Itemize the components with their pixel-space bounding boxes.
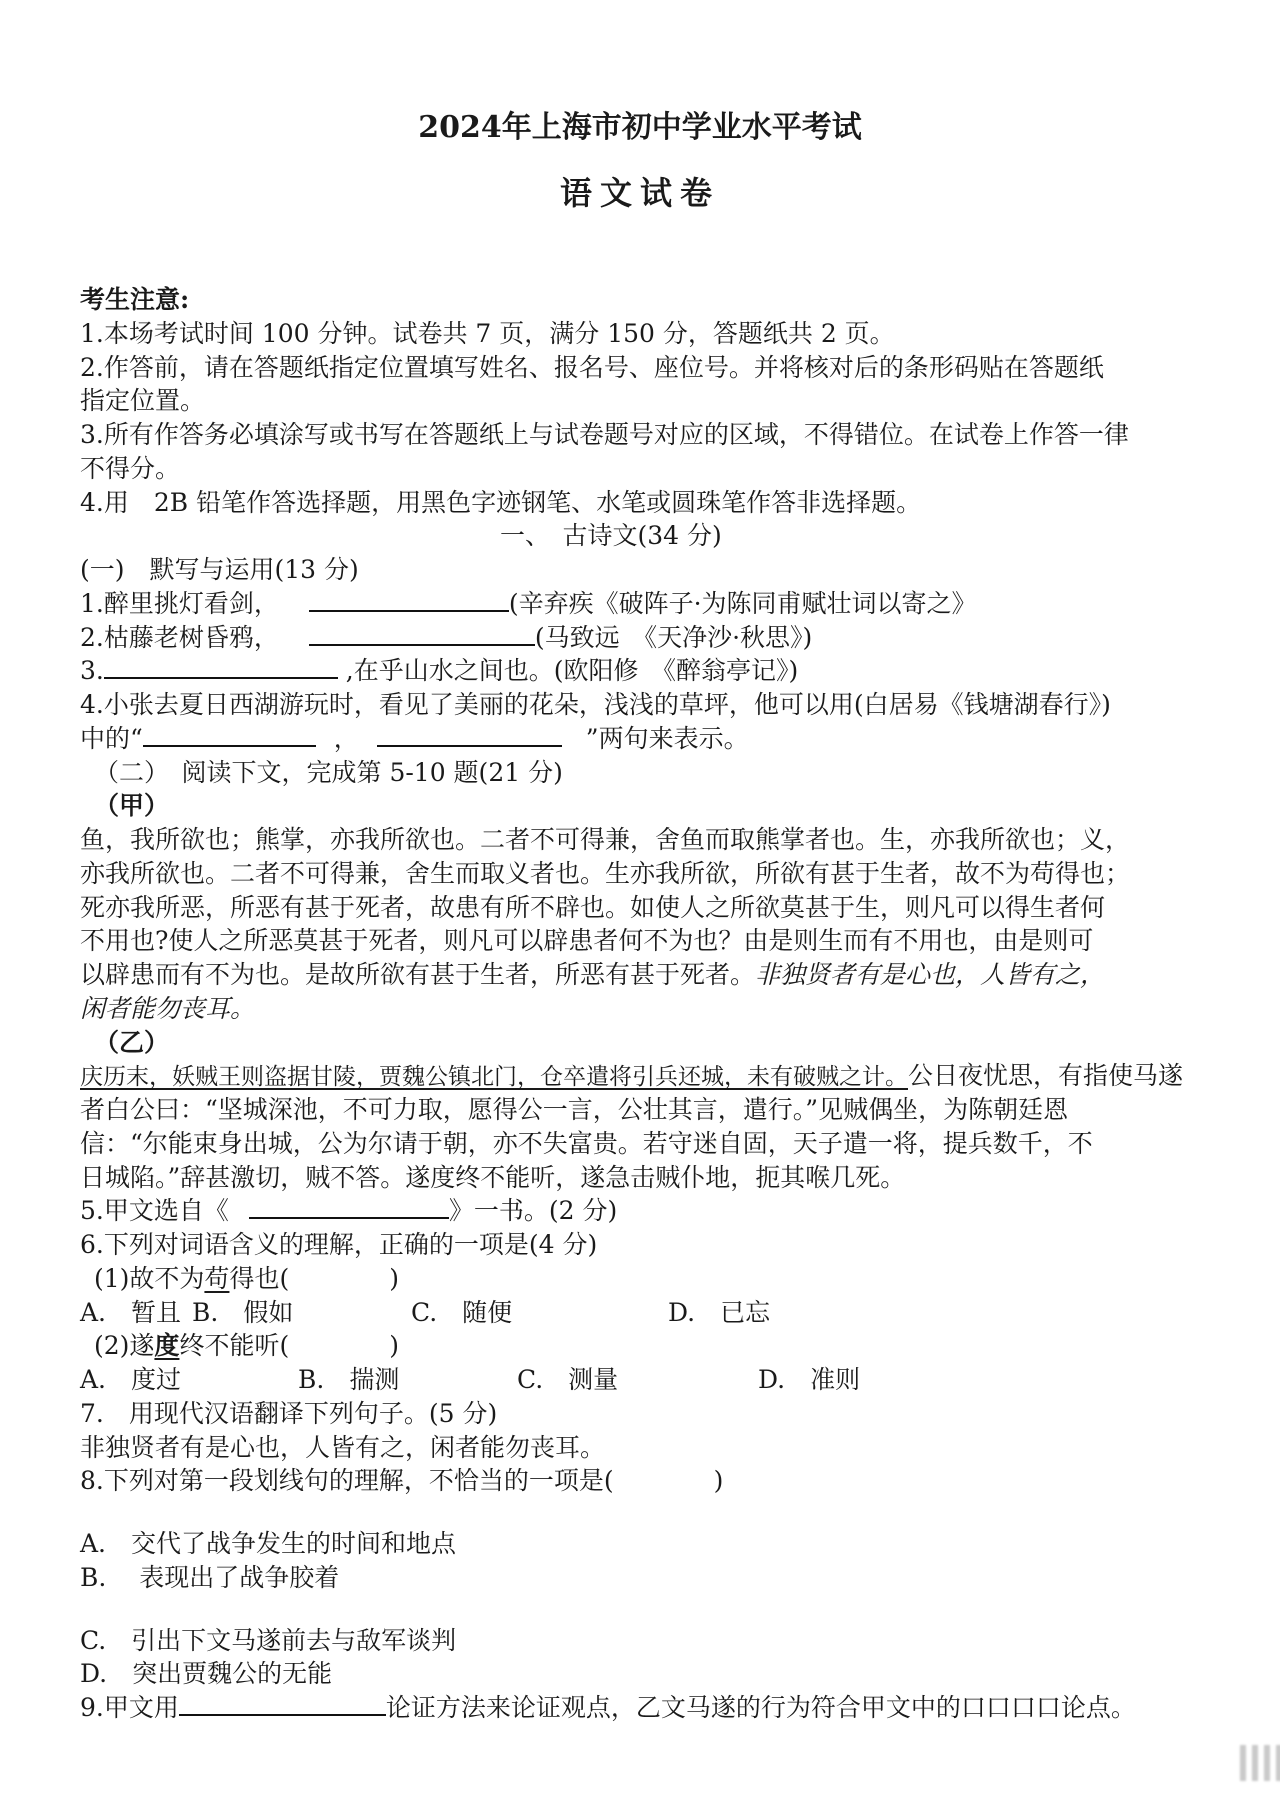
q4-comma: ， — [333, 723, 359, 753]
passage-line: 鱼，我所欲也；熊掌，亦我所欲也。二者不可得兼，舍鱼而取熊掌者也。生，亦我所欲也；义， — [80, 825, 1131, 854]
option-c[interactable]: C. 测量 — [517, 1365, 619, 1394]
q1-source: (辛弃疾《破阵子·为陈同甫赋壮词以寄之》 — [508, 588, 977, 618]
q6-sub1-post: 得也( ) — [229, 1263, 399, 1293]
q9-pre: 9.甲文用 — [80, 1693, 179, 1722]
q3-answer-blank[interactable] — [104, 655, 338, 679]
option-a[interactable]: A. 暂且 — [80, 1297, 182, 1327]
q3-text: ,在乎山水之间也。(欧阳修 《醉翁亭记》) — [337, 656, 799, 686]
question-5 — [80, 1194, 1230, 1228]
notice-line: 4.用 2B 铅笔作答选择题，用黑色字迹钢笔、水笔或圆珠笔作答非选择题。 — [80, 487, 922, 517]
q8-option-d[interactable]: D. 突出贾魏公的无能 — [80, 1659, 333, 1689]
q6-sub2-key: 度 — [154, 1331, 180, 1361]
q8-option-c[interactable]: C. 引出下文马遂前去与敌军谈判 — [80, 1625, 457, 1655]
question-3 — [80, 654, 1230, 688]
passage-line: 亦我所欲也。二者不可得兼，舍生而取义者也。生亦我所欲，所欲有甚于生者，故不为苟得也； — [80, 858, 1131, 888]
passage-line: 者白公曰：“坚城深池，不可力取，愿得公一言，公壮其言，遣行。”见贼偶坐，为陈朝廷恩 — [80, 1095, 1069, 1124]
q9-post: 论证方法来论证观点，乙文马遂的行为符合甲文中的口口口口论点。 — [385, 1693, 1136, 1722]
q6-sub2-options — [80, 1363, 1230, 1397]
q5-pre: 5.甲文选自《 — [80, 1196, 229, 1226]
q7-sentence: 非独贤者有是心也，人皆有之，闲者能勿丧耳。 — [80, 1432, 606, 1462]
q6-sub2 — [80, 1329, 1230, 1363]
q8-option-a[interactable]: A. 交代了战争发生的时间和地点 — [80, 1529, 457, 1558]
q1-text: 1.醉里挑灯看剑， — [80, 588, 279, 618]
option-a[interactable]: A. 度过 — [80, 1365, 182, 1394]
exam-title: 2024年上海市初中学业水平考试 — [418, 110, 862, 145]
q5-answer-blank[interactable] — [249, 1195, 449, 1219]
q2-source: (马致远 《天净沙·秋思》) — [534, 622, 813, 652]
q6-stem: 6.下列对词语含义的理解，正确的一项是(4 分) — [80, 1230, 598, 1259]
section2-heading: （二） 阅读下文，完成第 5-10 题(21 分) — [94, 757, 563, 787]
q6-sub1-pre: (1)故不为 — [94, 1263, 205, 1293]
passage-line: 不用也?使人之所恶莫甚于死者，则凡可以辟患者何不为也？由是则生而有不用也，由是则可 — [80, 926, 1094, 956]
q2-answer-blank[interactable] — [309, 622, 535, 646]
notice-line: 1.本场考试时间 100 分钟。试卷共 7 页，满分 150 分，答题纸共 2 页。 — [80, 318, 895, 348]
notice-line: 不得分。 — [80, 453, 181, 483]
option-b[interactable]: B. 假如 — [192, 1297, 294, 1327]
q6-sub1-key: 苟 — [204, 1263, 230, 1293]
paper-subtitle: 语文试卷 — [559, 174, 720, 212]
passage-line: 信：“尔能束身出城，公为尔请于朝，亦不失富贵。若守迷自固，天子遣一将，提兵数千，不 — [80, 1128, 1093, 1158]
notice-heading: 考生注意: — [80, 285, 190, 314]
q1-answer-blank[interactable] — [309, 588, 509, 612]
q5-post: 》一书。(2 分) — [448, 1196, 618, 1226]
q4-post: ”两句来表示。 — [585, 723, 749, 753]
passage-yi-label: （乙） — [94, 1027, 170, 1057]
exam-body — [80, 283, 1230, 1725]
option-c[interactable]: C. 随便 — [411, 1297, 513, 1327]
q6-sub1 — [80, 1262, 1230, 1296]
q3-number: 3. — [80, 656, 104, 686]
option-d[interactable]: D. 准则 — [758, 1365, 861, 1394]
notice-line: 3.所有作答务必填涂写或书写在答题纸上与试卷题号对应的区域，不得错位。在试卷上作答一律 — [80, 420, 1129, 449]
underlined-sentence: 庆历末，妖贼王则盗据甘陵，贾魏公镇北门，仓卒遣将引兵还城，未有破贼之计。 — [80, 1064, 908, 1091]
q6-sub2-post: 终不能听( ) — [179, 1331, 399, 1361]
q4-stem: 4.小张去夏日西湖游玩时，看见了美丽的花朵，浅浅的草坪，他可以用(白居易《钱塘湖春行》) — [80, 690, 1111, 719]
passage-line — [80, 958, 1230, 992]
q7-stem: 7. 用现代汉语翻译下列句子。(5 分) — [80, 1398, 498, 1428]
q8-stem: 8.下列对第一段划线句的理解，不恰当的一项是( ) — [80, 1466, 724, 1496]
question-9 — [80, 1691, 1230, 1725]
q4-answer-blank-1[interactable] — [143, 723, 316, 747]
q6-sub2-pre: (2)遂 — [94, 1331, 155, 1361]
italic-sentence: 非独贤者有是心也，人皆有之， — [755, 960, 1106, 989]
watermark-icon — [1240, 1745, 1280, 1781]
q2-text: 2.枯藤老树昏鸦， — [80, 622, 279, 652]
q8-option-b[interactable]: B. 表现出了战争胶着 — [80, 1562, 340, 1592]
option-d[interactable]: D. 已忘 — [668, 1297, 771, 1327]
q9-answer-blank[interactable] — [179, 1692, 386, 1716]
part1-heading: 一、 古诗文(34 分) — [500, 521, 722, 551]
notice-line: 2.作答前，请在答题纸指定位置填写姓名、报名号、座位号。并将核对后的条形码贴在答题纸 — [80, 352, 1104, 382]
notice-line: 指定位置。 — [80, 386, 206, 416]
q4-pre: 中的“ — [80, 723, 143, 753]
q6-sub1-options — [80, 1296, 1230, 1330]
question-2 — [80, 621, 1230, 655]
passage-jia-label: （甲） — [94, 791, 170, 821]
question-4-answer — [80, 722, 1230, 756]
passage-line — [80, 1059, 1230, 1093]
q4-answer-blank-2[interactable] — [377, 723, 562, 747]
question-1 — [80, 587, 1230, 621]
italic-sentence: 闲者能勿丧耳。 — [80, 993, 256, 1023]
passage-line: 死亦我所恶，所恶有甚于死者，故患有所不辟也。如使人之所欲莫甚于生，则凡可以得生者何 — [80, 892, 1106, 922]
passage-line: 日城陷。”辞甚激切，贼不答。遂度终不能听，遂急击贼仆地，扼其喉几死。 — [80, 1162, 906, 1192]
passage-text: 以辟患而有不为也。是故所欲有甚于生者，所恶有甚于死者。 — [80, 960, 756, 989]
option-b[interactable]: B. 揣测 — [298, 1365, 400, 1394]
passage-text: 公日夜忧思，有指使马遂 — [908, 1061, 1184, 1091]
section1-heading: (一) 默写与运用(13 分) — [80, 555, 359, 584]
